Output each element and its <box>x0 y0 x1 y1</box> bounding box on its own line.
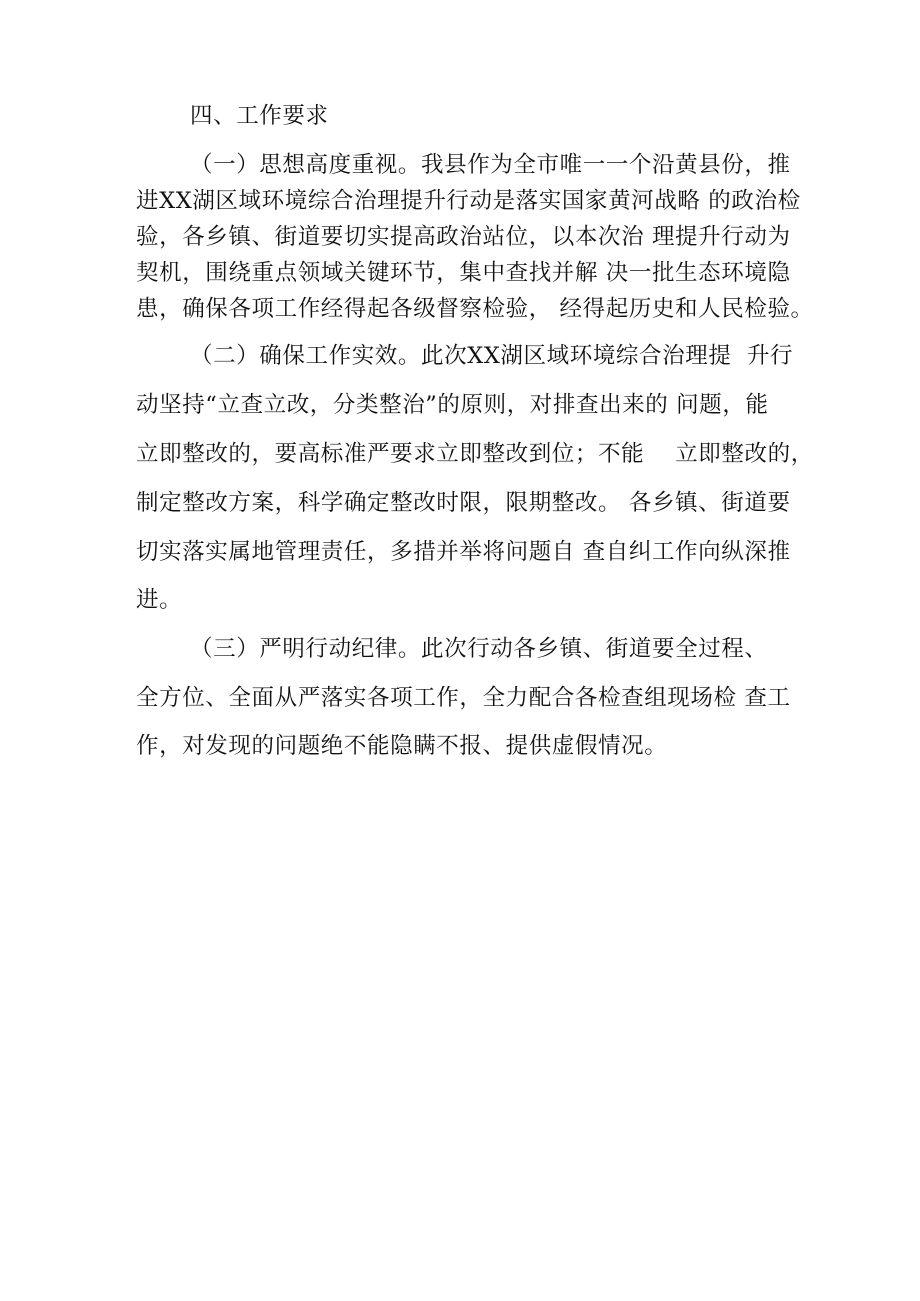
paragraph-line: 立即整改的，要高标准严要求立即整改到位；不能 立即整改的， <box>136 441 814 467</box>
paragraph-line: 验，各乡镇、街道要切实提高政治站位，以本次治 理提升行动为 <box>136 224 791 250</box>
paragraph-line: （一）思想高度重视。我县作为全市唯一一个沿黄县份，推 <box>190 152 791 178</box>
paragraph-line: 全方位、全面从严落实各项工作，全力配合各检查组现场检 查工 <box>136 685 791 711</box>
paragraph-line: 患，确保各项工作经得起各级督察检验， 经得起历史和人民检验。 <box>136 296 814 322</box>
paragraph-line: 契机，围绕重点领域关键环节，集中查找并解 决一批生态环境隐 <box>136 260 791 286</box>
paragraph-line: （二）确保工作实效。此次XX湖区域环境综合治理提 升行 <box>190 343 794 369</box>
paragraph-line: 动坚持“立查立改，分类整治”的原则，对排查出来的 问题，能 <box>136 392 769 418</box>
paragraph-line: 进。 <box>136 587 183 613</box>
paragraph-line: 进XX湖区域环境综合治理提升行动是落实国家黄河战略 的政治检 <box>136 188 801 214</box>
paragraph-line: 切实落实属地管理责任，多措并举将问题自 查自纠工作向纵深推 <box>136 539 791 565</box>
section-heading: 四、工作要求 <box>190 103 329 129</box>
paragraph-line: （三）严明行动纪律。此次行动各乡镇、街道要全过程、 <box>190 636 768 662</box>
paragraph-line: 制定整改方案，科学确定整改时限，限期整改。 各乡镇、街道要 <box>136 490 791 516</box>
paragraph-line: 作，对发现的问题绝不能隐瞒不报、提供虚假情况。 <box>136 733 668 759</box>
